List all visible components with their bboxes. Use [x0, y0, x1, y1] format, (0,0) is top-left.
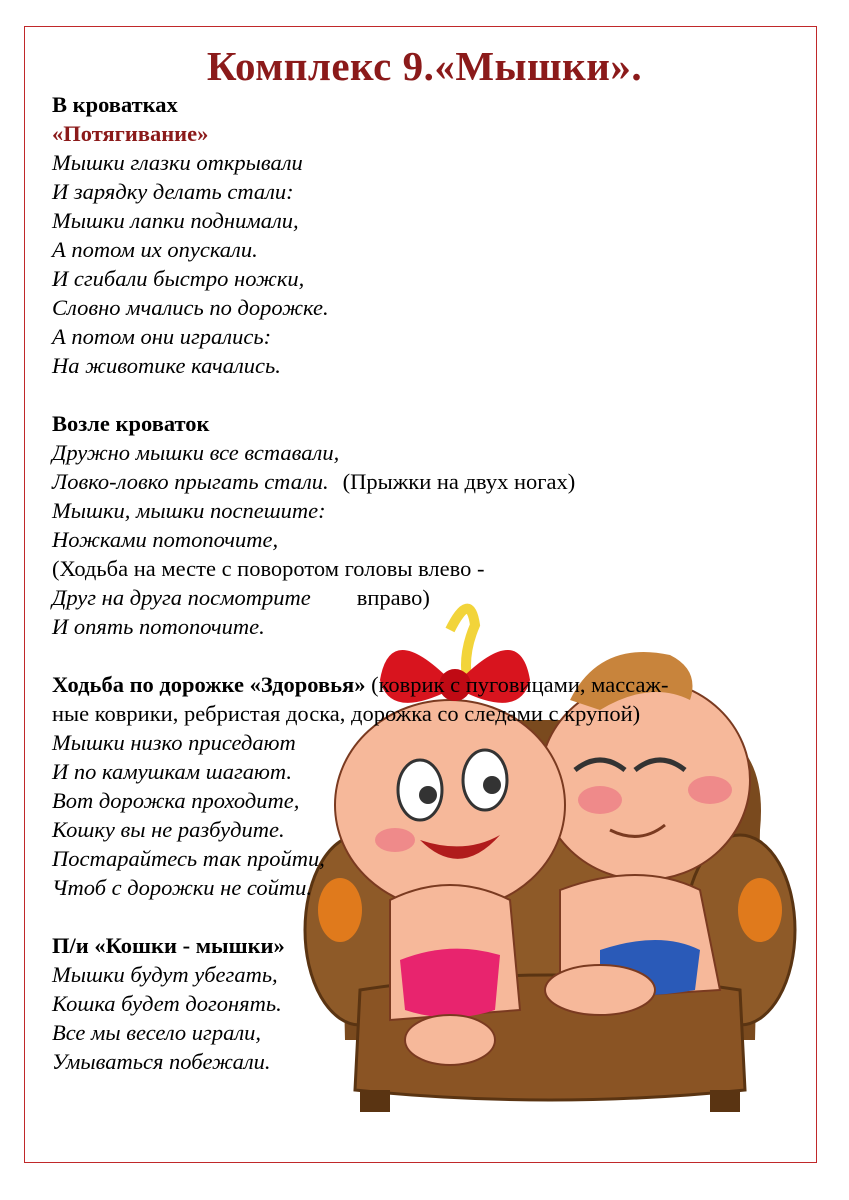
- poem-line: Мышки будут убегать,: [52, 962, 278, 987]
- section-heading: В кроватках: [52, 92, 178, 117]
- poem-line: А потом они игрались:: [52, 324, 272, 349]
- poem-line: Мышки лапки поднимали,: [52, 208, 299, 233]
- poem-line: Мышки, мышки поспешите:: [52, 498, 326, 523]
- poem-line: Друг на друга посмотрите: [52, 585, 311, 610]
- section-heading: Возле кроваток: [52, 411, 210, 436]
- poem-line: И по камушкам шагают.: [52, 759, 293, 784]
- poem-line: Кошка будет догонять.: [52, 991, 282, 1016]
- poem-line: Ножками потопочите,: [52, 527, 279, 552]
- poem-line: Мышки глазки открывали: [52, 150, 303, 175]
- poem-line: На животике качались.: [52, 353, 281, 378]
- poem-line: И опять потопочите.: [52, 614, 265, 639]
- poem-line: Вот дорожка проходите,: [52, 788, 300, 813]
- poem-line: Постарайтесь так пройти,: [52, 846, 325, 871]
- poem-line: А потом их опускали.: [52, 237, 258, 262]
- poem-line: И зарядку делать стали:: [52, 179, 294, 204]
- instruction-note: (коврик с пуговицами, массаж-: [365, 672, 669, 697]
- exercise-text: [52, 90, 772, 1076]
- exercise-title: «Потягивание»: [52, 121, 209, 146]
- instruction-note: (Прыжки на двух ногах): [342, 469, 576, 494]
- poem-line: Все мы весело играли,: [52, 1020, 262, 1045]
- instruction-note: (Ходьба на месте с поворотом головы влево -: [52, 556, 485, 581]
- poem-line: Дружно мышки все вставали,: [52, 440, 340, 465]
- page-title: Комплекс 9.«Мышки».: [206, 43, 643, 89]
- poem-line: Чтоб с дорожки не сойти.: [52, 875, 312, 900]
- poem-line: Мышки низко приседают: [52, 730, 296, 755]
- poem-line: Словно мчались по дорожке.: [52, 295, 329, 320]
- poem-line: Кошку вы не разбудите.: [52, 817, 285, 842]
- instruction-note: ные коврики, ребристая доска, дорожка со следами с крупой): [52, 701, 641, 726]
- section-heading: Ходьба по дорожке «Здоровья»: [52, 672, 366, 697]
- poem-line: Умываться побежали.: [52, 1049, 271, 1074]
- instruction-note: вправо): [356, 585, 430, 610]
- poem-line: И сгибали быстро ножки,: [52, 266, 305, 291]
- poem-line: Ловко-ловко прыгать стали.: [52, 469, 329, 494]
- section-heading: П/и «Кошки - мышки»: [52, 933, 285, 958]
